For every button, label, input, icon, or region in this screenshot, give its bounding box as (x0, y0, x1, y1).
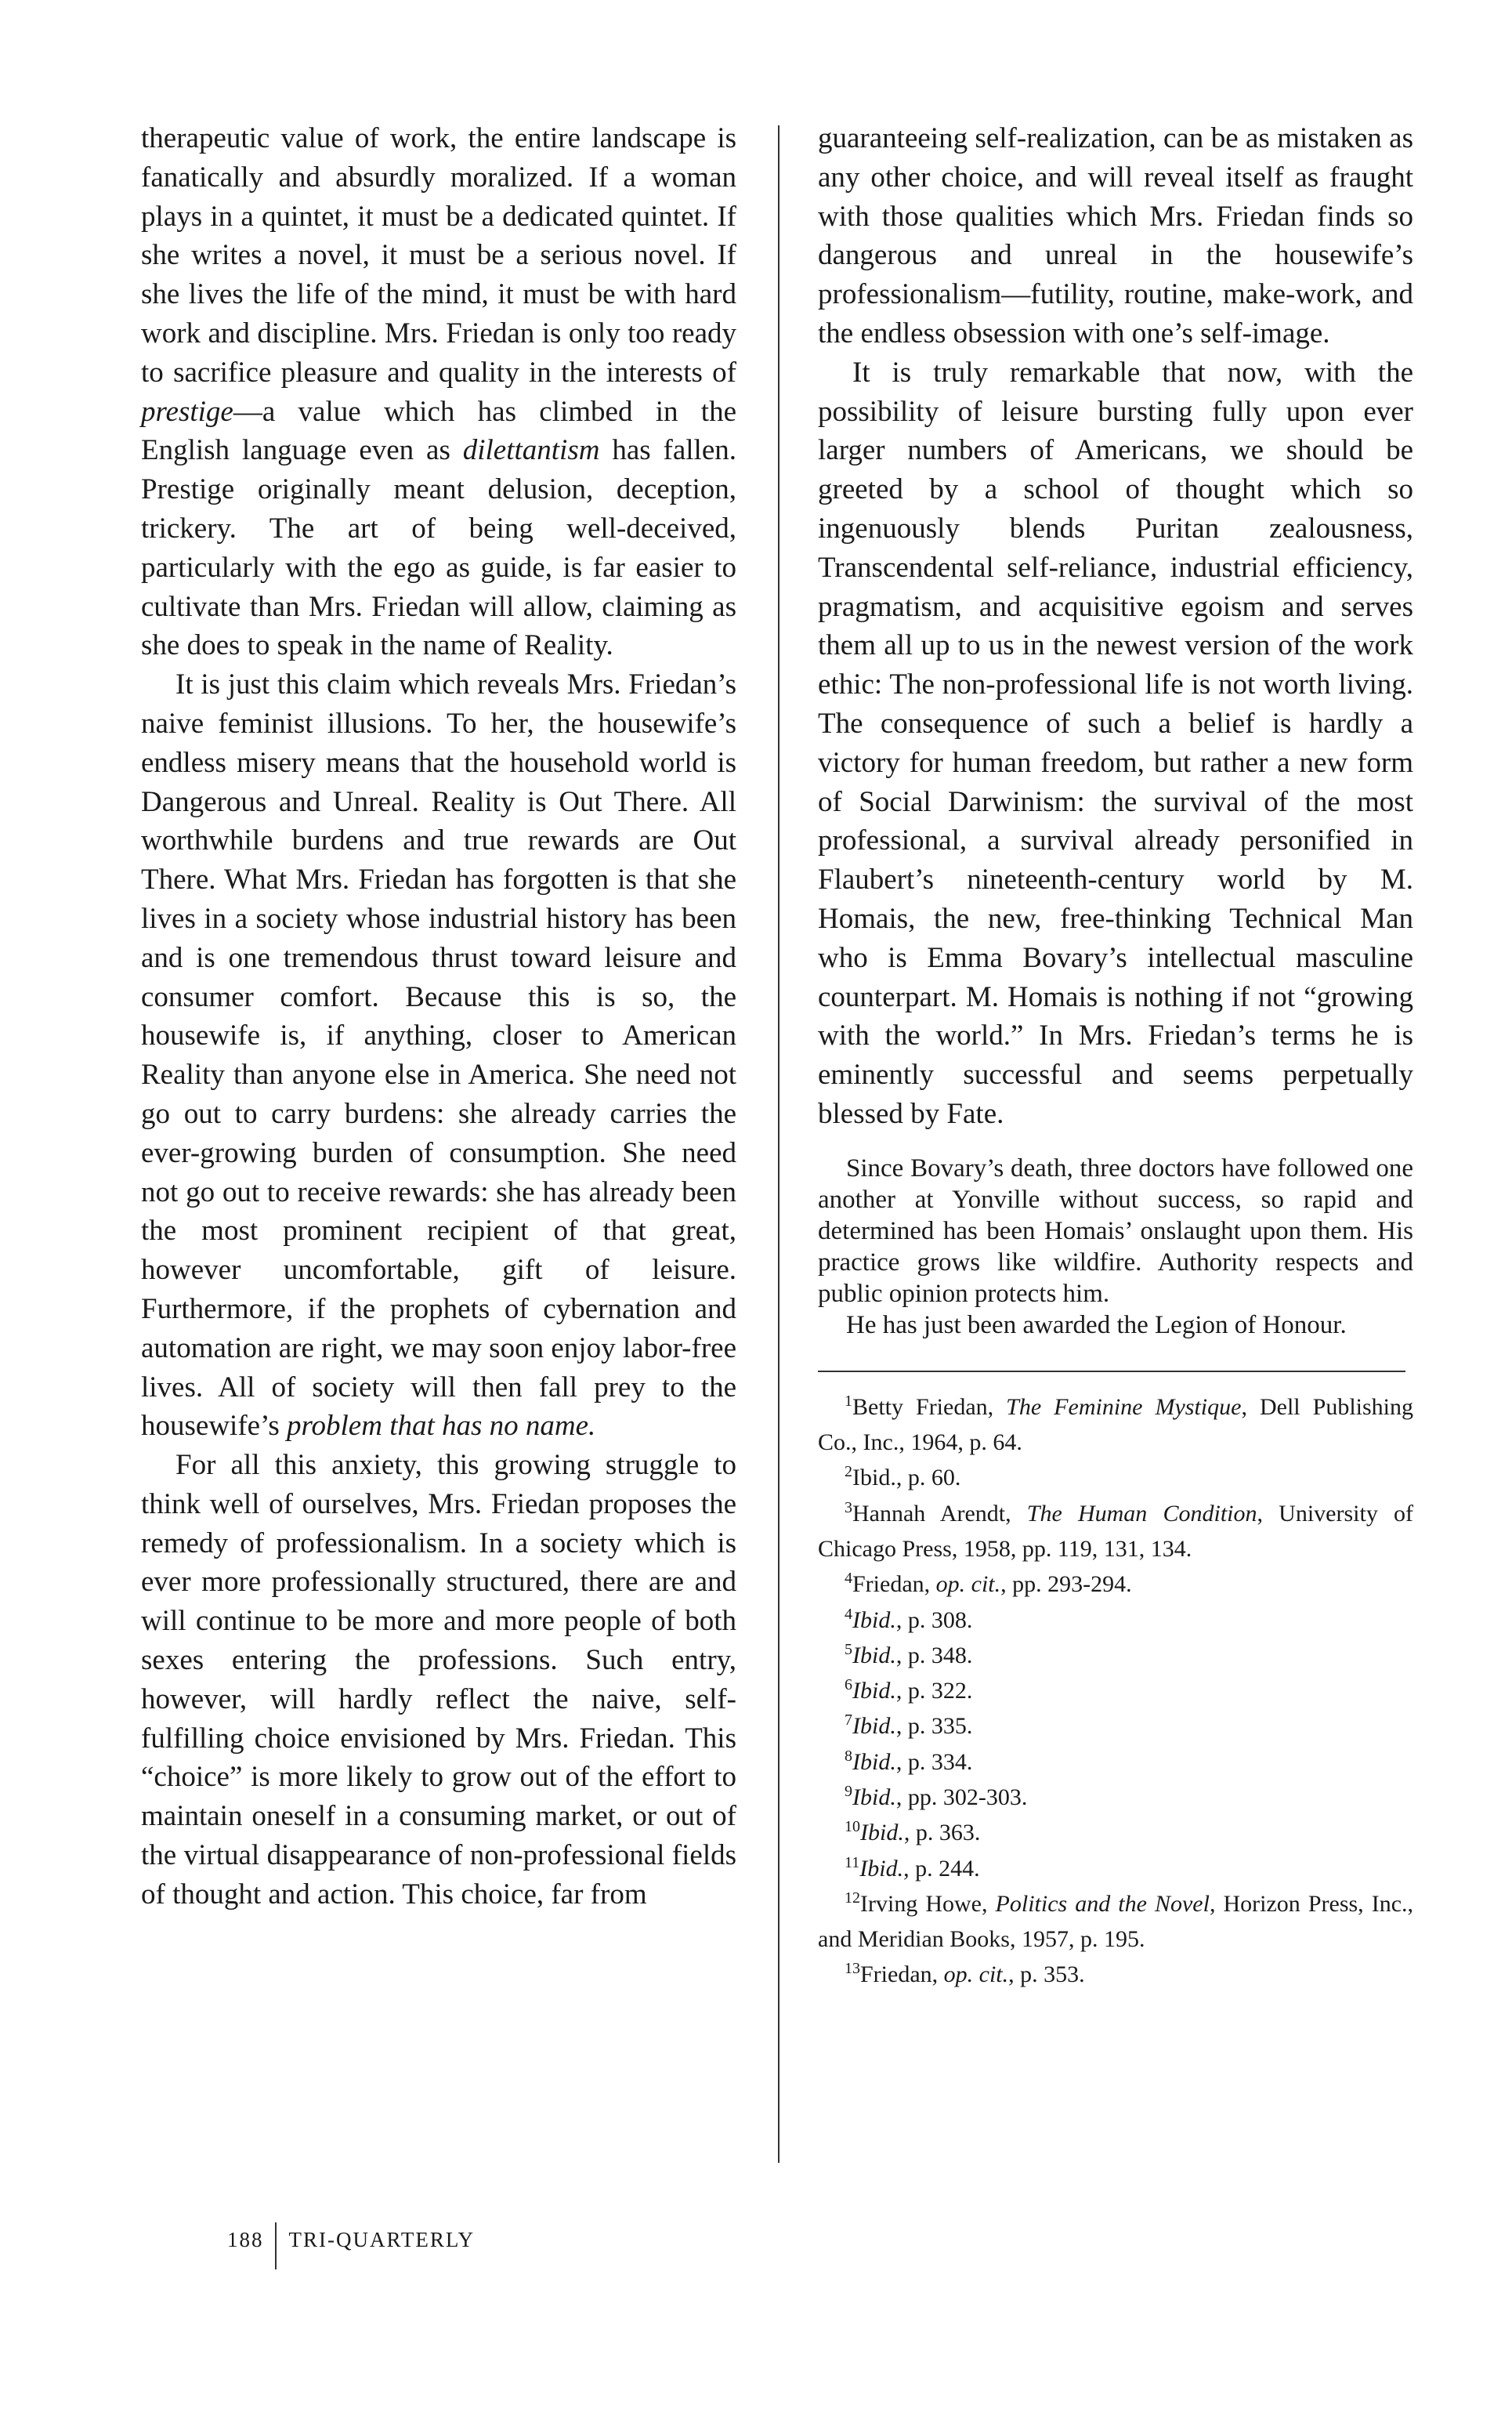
footnote (818, 1708, 1413, 1744)
footnote (818, 1957, 1413, 1992)
footnote (818, 1815, 1413, 1850)
italic-term: dilettantism (462, 434, 600, 467)
footnote-number: 13 (845, 1960, 860, 1978)
footnote-rule (818, 1371, 1405, 1372)
footer-divider (275, 2222, 277, 2269)
footnote-number: 4 (845, 1605, 852, 1623)
footnote-title: op. cit. (943, 1961, 1009, 1988)
footnote-number: 10 (845, 1818, 860, 1836)
footnote-text: , p. 348. (895, 1642, 973, 1668)
footnote-number: 6 (845, 1676, 852, 1694)
right-paragraph-1: guaranteeing self-realization, can be as mistaken as any other choice, and will reveal itself as fraught with those qualities which Mrs. Friedan finds so dangerous and unreal in the housewife’s professionalism—futility, routine, make-work, and the endless obsession with one’s self-image. (818, 122, 1413, 350)
footnote-text: Friedan, (860, 1961, 944, 1988)
footnote-title: Ibid. (852, 1642, 896, 1668)
footnote-number: 11 (845, 1853, 860, 1871)
text-span: It is just this claim which reveals Mrs. Friedan’s naive feminist illusions. To her, the housewife’s endless misery means that the household world is Dangerous and Unreal. Reality is Out There. All worthwhile burdens and true rewards are Out There. What Mrs. Friedan has forgotten is that she lives in a society whose industrial history has been and is one tremendous thrust toward leisure and consumer comfort. Because this is so, the housewife is, if anything, closer to American Reality than anyone else in America. She need not go out to carry burdens: she already carries the ever-growing burden of consumption. She need not go out to receive rewards: she has already been the most prominent recipient of that great, however uncomfortable, gift of leisure. Furthermore, if the prophets of cybernation and automation are right, we may soon enjoy labor-free lives. All of society will then fall prey to the housewife’s (141, 668, 736, 1443)
footnote-number: 2 (845, 1463, 852, 1481)
quote-paragraph-1: Since Bovary’s death, three doctors have followed one another at Yonville without success, so rapid and determined has been Homais’ onslaught upon them. His practice grows like wildfire. Authority respects and public opinion protects him. (818, 1154, 1413, 1308)
quote-paragraph-2: He has just been awarded the Legion of Honour. (846, 1310, 1347, 1339)
column-divider (778, 125, 780, 2163)
footnote (818, 1603, 1413, 1638)
footnote-text: , Horizon Press, Inc., and Meridian Books, 1957, p. 195. (818, 1890, 1414, 1953)
text-span: —a value which has climbed in the English language even as (141, 395, 736, 467)
footnote-text: , p. 308. (895, 1606, 973, 1633)
footnote (818, 1851, 1413, 1886)
footnote-number: 4 (845, 1570, 852, 1588)
footnote (818, 1496, 1413, 1567)
footnote-text: Betty Friedan, (852, 1393, 1007, 1420)
footnote-title: Ibid. (852, 1606, 896, 1633)
footnote-number: 12 (845, 1889, 860, 1907)
footnote (818, 1638, 1413, 1673)
footnote-title: Ibid. (852, 1784, 896, 1810)
footnote-title: Politics and the Novel (995, 1890, 1210, 1917)
footnote-title: op. cit. (935, 1571, 1001, 1598)
footnote-title: Ibid. (860, 1820, 904, 1846)
right-paragraph-2: It is truly remarkable that now, with the possibility of leisure bursting fully upon ever larger numbers of Americans, we should be greeted by a school of thought which so ingenuously blends Puritan zealousness, Transcendental self-reliance, industrial efficiency, pragmatism, and acquisitive egoism and serves them all up to us in the newest version of the work ethic: The non-professional life is not worth living. The consequence of such a belief is hardly a victory for human freedom, but rather a new form of Social Darwinism: the survival of the most professional, a survival already personified in Flaubert’s nineteenth-century world by M. Homais, the new, free-thinking Technical Man who is Emma Bovary’s intellectual masculine counterpart. M. Homais is nothing if not “growing with the world.” In Mrs. Friedan’s terms he is eminently successful and seems perpetually blessed by Fate. (818, 356, 1413, 1130)
italic-term: problem that has no name. (287, 1410, 596, 1443)
footnote-title: Ibid. (852, 1713, 896, 1740)
footnote-text: Friedan, (852, 1571, 936, 1598)
block-quote (818, 1153, 1413, 1341)
left-paragraph-3: For all this anxiety, this growing struggle to think well of ourselves, Mrs. Friedan proposes the remedy of professionalism. In a society which is ever more professionally structured, there are and will continue to be more and more people of both sexes entering the professions. Such entry, however, will hardly reflect the naive, self-fulfilling choice envisioned by Mrs. Friedan. This “choice” is more likely to grow out of the effort to maintain oneself in a consuming market, or out of the virtual disappearance of non-professional fields of thought and action. This choice, far from (141, 1449, 736, 1911)
footnote-title: Ibid. (852, 1678, 896, 1704)
text-span: therapeutic value of work, the entire landscape is fanatically and absurdly moralized. If a woman plays in a quintet, it must be a dedicated quintet. If she writes a novel, it must be a serious novel. If she lives the life of the mind, it must be with hard work and discipline. Mrs. Friedan is only too ready to sacrifice pleasure and quality in the interests of (141, 122, 736, 389)
footnote-title: The Feminine Mystique (1006, 1393, 1242, 1420)
footnote-text: , p. 353. (1008, 1961, 1085, 1988)
footnote-title: The Human Condition (1026, 1500, 1257, 1527)
left-paragraph-2 (141, 665, 736, 1446)
footnote (818, 1460, 1413, 1495)
text-span: has fallen. Prestige originally meant delusion, deception, trickery. The art of being well-deceived, particularly with the ego as guide, is far easier to cultivate than Mrs. Friedan will allow, claiming as she does to speak in the name of Reality. (141, 434, 736, 662)
footnote-number: 5 (845, 1640, 852, 1658)
footnote-text: , Dell Publishing Co., Inc., 1964, p. 64. (818, 1393, 1414, 1456)
footnote (818, 1389, 1413, 1461)
footnote-text: , p. 334. (895, 1748, 973, 1775)
footnote-text: , p. 322. (895, 1678, 973, 1704)
footnote (818, 1673, 1413, 1708)
footnote-number: 9 (845, 1782, 852, 1800)
italic-term: prestige (141, 395, 233, 428)
footnote (818, 1886, 1413, 1958)
footnote-title: Ibid. (852, 1748, 896, 1775)
footnote-text: Irving Howe, (860, 1890, 996, 1917)
footnote-text: , University of Chicago Press, 1958, pp. 119, 131, 134. (818, 1500, 1413, 1562)
page-number: 188 (227, 2227, 264, 2251)
journal-name: TRI-QUARTERLY (288, 2227, 476, 2251)
page-footer (227, 2216, 475, 2263)
footnote (818, 1744, 1413, 1780)
footnote (818, 1566, 1413, 1602)
footnotes (818, 1389, 1413, 1993)
left-paragraph-1 (141, 119, 736, 665)
footnote-text: , p. 363. (903, 1820, 981, 1846)
footnote-title: Ibid. (859, 1855, 904, 1882)
footnote-text: , pp. 293-294. (1000, 1571, 1132, 1598)
left-column (141, 119, 736, 1914)
footnote-number: 7 (845, 1711, 852, 1729)
right-column (818, 119, 1413, 1993)
footnote (818, 1780, 1413, 1815)
footnote-text: Hannah Arendt, (852, 1500, 1027, 1527)
footnote-number: 3 (845, 1498, 852, 1516)
footnote-number: 8 (845, 1747, 852, 1765)
footnote-text: , pp. 302-303. (895, 1784, 1028, 1810)
footnote-number: 1 (845, 1392, 852, 1410)
footnote-text: Ibid., p. 60. (852, 1465, 961, 1491)
footnote-text: , p. 335. (895, 1713, 973, 1740)
footnote-text: , p. 244. (903, 1855, 980, 1882)
